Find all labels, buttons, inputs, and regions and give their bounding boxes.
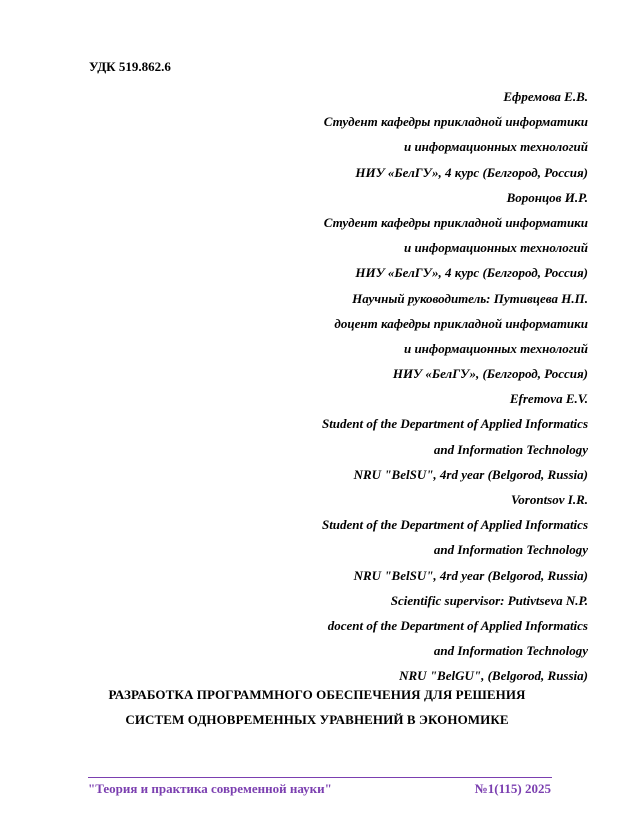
author-line: Научный руководитель: Путивцева Н.П. [352, 290, 588, 306]
article-title-line-1: РАЗРАБОТКА ПРОГРАММНОГО ОБЕСПЕЧЕНИЯ ДЛЯ РЕШЕНИЯ [108, 687, 526, 702]
author-line: Воронцов И.Р. [506, 189, 588, 205]
author-info-block [322, 84, 588, 689]
author-line: docent of the Department of Applied Informatics [327, 617, 588, 633]
author-line: Efremova E.V. [509, 391, 588, 407]
author-line: and Information Technology [433, 542, 588, 558]
author-line: Student of the Department of Applied Informatics [321, 517, 588, 533]
author-line: NRU "BelSU", 4rd year (Belgorod, Russia) [353, 567, 588, 583]
author-line: and Information Technology [433, 643, 588, 659]
author-line: и информационных технологий [403, 240, 588, 256]
author-line: и информационных технологий [403, 139, 588, 155]
author-line: NRU "BelGU", (Belgorod, Russia) [399, 668, 588, 684]
author-line: Scientific supervisor: Putivtseva N.P. [390, 592, 588, 608]
author-line: НИУ «БелГУ», 4 курс (Белгород, Россия) [355, 265, 588, 281]
author-line: НИУ «БелГУ», 4 курс (Белгород, Россия) [355, 164, 588, 180]
footer-journal-name: "Теория и практика современной науки" [88, 781, 332, 796]
author-line: и информационных технологий [403, 340, 588, 356]
author-line: and Information Technology [433, 441, 588, 457]
footer-divider [88, 777, 552, 778]
author-line: Ефремова Е.В. [503, 89, 588, 104]
author-line: доцент кафедры прикладной информатики [334, 315, 588, 331]
article-title [0, 682, 634, 732]
article-title-line-2: СИСТЕМ ОДНОВРЕМЕННЫХ УРАВНЕНИЙ В ЭКОНОМИКЕ [125, 712, 509, 727]
udc-code: УДК 519.862.6 [89, 59, 171, 74]
author-line: Student of the Department of Applied Informatics [321, 416, 588, 432]
author-line: Студент кафедры прикладной информатики [323, 214, 588, 230]
footer-issue-number: №1(115) 2025 [474, 781, 551, 796]
author-line: NRU "BelSU", 4rd year (Belgorod, Russia) [353, 466, 588, 482]
author-line: НИУ «БелГУ», (Белгород, Россия) [392, 366, 588, 382]
author-line: Vorontsov I.R. [511, 492, 588, 507]
author-line: Студент кафедры прикладной информатики [323, 114, 588, 130]
